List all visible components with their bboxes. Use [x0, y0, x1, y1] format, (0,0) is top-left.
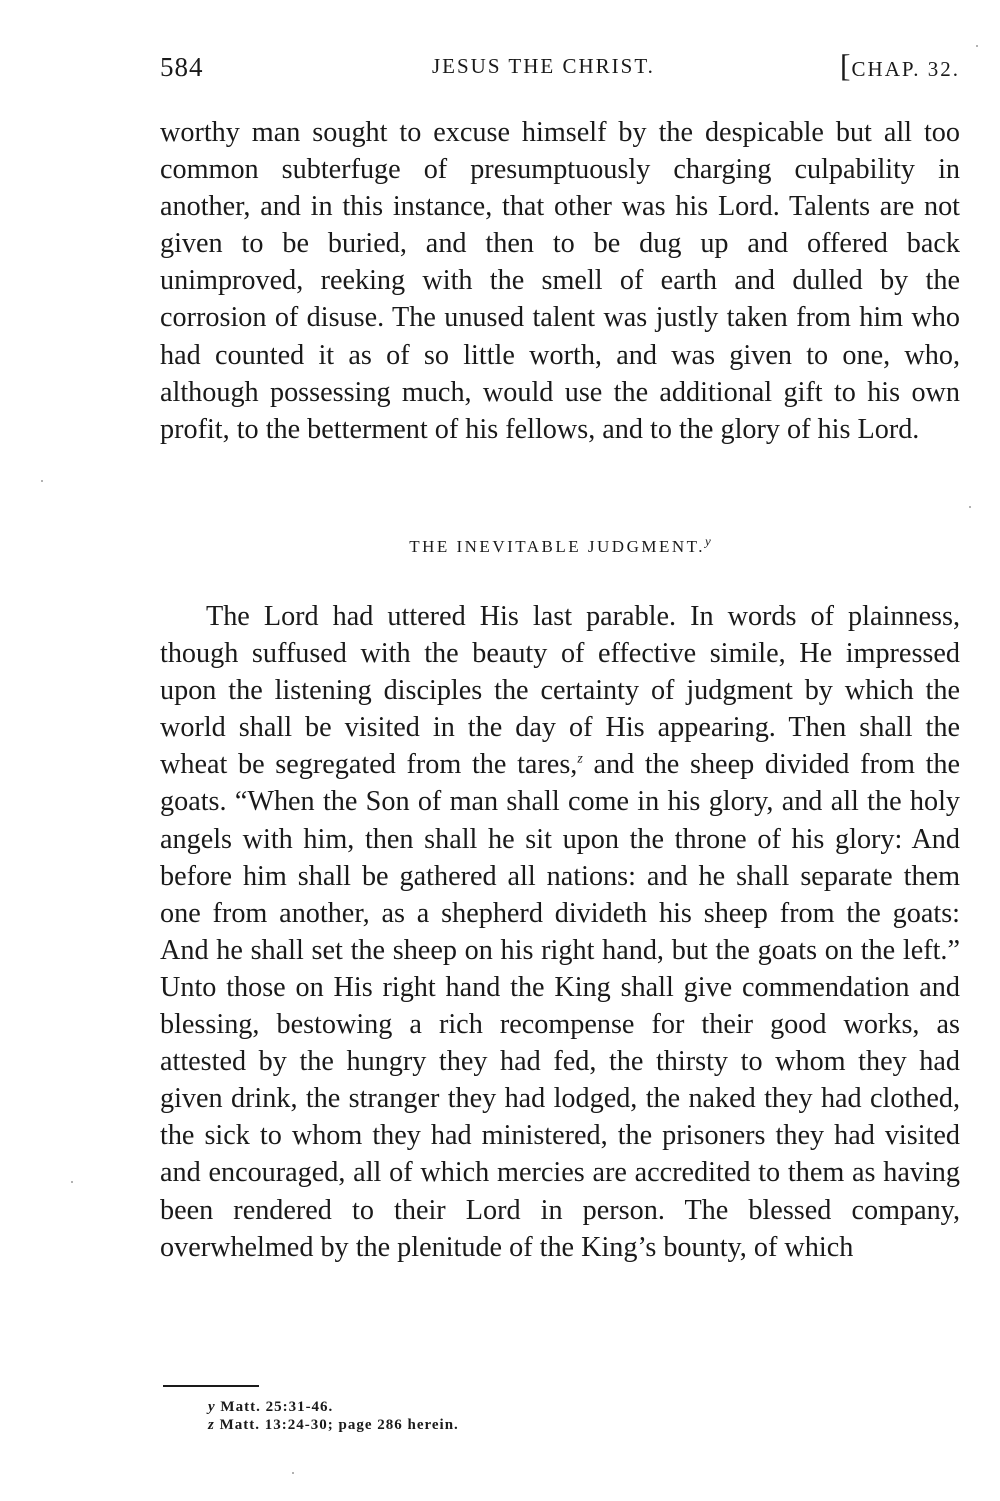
footnote [208, 1398, 808, 1416]
chapter-bracket: [ [839, 47, 852, 83]
body-paragraph [160, 598, 960, 1266]
section-heading-text: THE INEVITABLE JUDGMENT. [409, 537, 706, 556]
page-number: 584 [160, 52, 204, 82]
section-heading [160, 533, 960, 557]
scan-speck [292, 1472, 294, 1474]
book-title: JESUS THE CHRIST. [432, 54, 655, 78]
footnote-ref-z[interactable]: z [577, 751, 583, 767]
scan-speck [71, 1181, 73, 1183]
footnote [208, 1416, 808, 1434]
footnotes [208, 1398, 808, 1434]
footnote-text: Matt. 13:24-30; page 286 herein. [219, 1417, 459, 1433]
footnote-divider [163, 1385, 259, 1387]
footnote-mark: z [208, 1417, 215, 1433]
paragraph-text: The Lord had uttered His last parable. In words of plainness, though suffused with the beauty of effective simile, He impressed upon the listening disciples the certainty of judgment by which the world shall be visited in the day of His appearing. Then shall the wheat be segregated from the tares, [160, 601, 960, 781]
chapter-text: CHAP. 32. [851, 57, 960, 81]
body-paragraph: worthy man sought to excuse himself by the despicable but all too common subterfuge of presumptuously charging culpability in another, and in this instance, that other was his Lord. Talents are not given to be buried, and then to be dug up and offered back unimproved, reeking with the smell of earth and dulled by the corrosion of disuse. The unused talent was justly taken from him who had counted it as of so little worth, and was given to one, who, although possessing much, would use the additional gift to his own profit, to the betterment of his fellows, and to the glory of his Lord. [160, 117, 960, 445]
scan-speck [969, 506, 971, 508]
footnote-mark: y [208, 1399, 216, 1415]
footnote-text: Matt. 25:31-46. [220, 1399, 334, 1415]
scan-speck [976, 45, 978, 47]
paragraph-text: and the sheep divided from the goats. “When the Son of man shall come in his glory, and all the holy angels with him, then shall he sit upon the throne of his glory: And before him shall be gathered all nations: and he shall separate them one from another, as a shepherd divideth his sheep from the goats: And he shall set the sheep on his right hand, but the goats on the left.” Unto those on His right hand the King shall give commendation and blessing, bestowing a rich recompense for their good works, as attested by the hungry they had fed, the thirsty to whom they had given drink, the stranger they had lodged, the naked they had clothed, the sick to whom they had ministered, the prisoners they had visited and encouraged, all of which mercies are accredited to them as having been rendered to their Lord in person. The blessed company, overwhelmed by the plenitude of the King’s bounty, of which [160, 749, 961, 1263]
running-head [160, 47, 960, 92]
chapter-label [839, 47, 960, 83]
scan-speck [41, 480, 43, 482]
footnote-ref-y[interactable]: y [705, 533, 711, 549]
